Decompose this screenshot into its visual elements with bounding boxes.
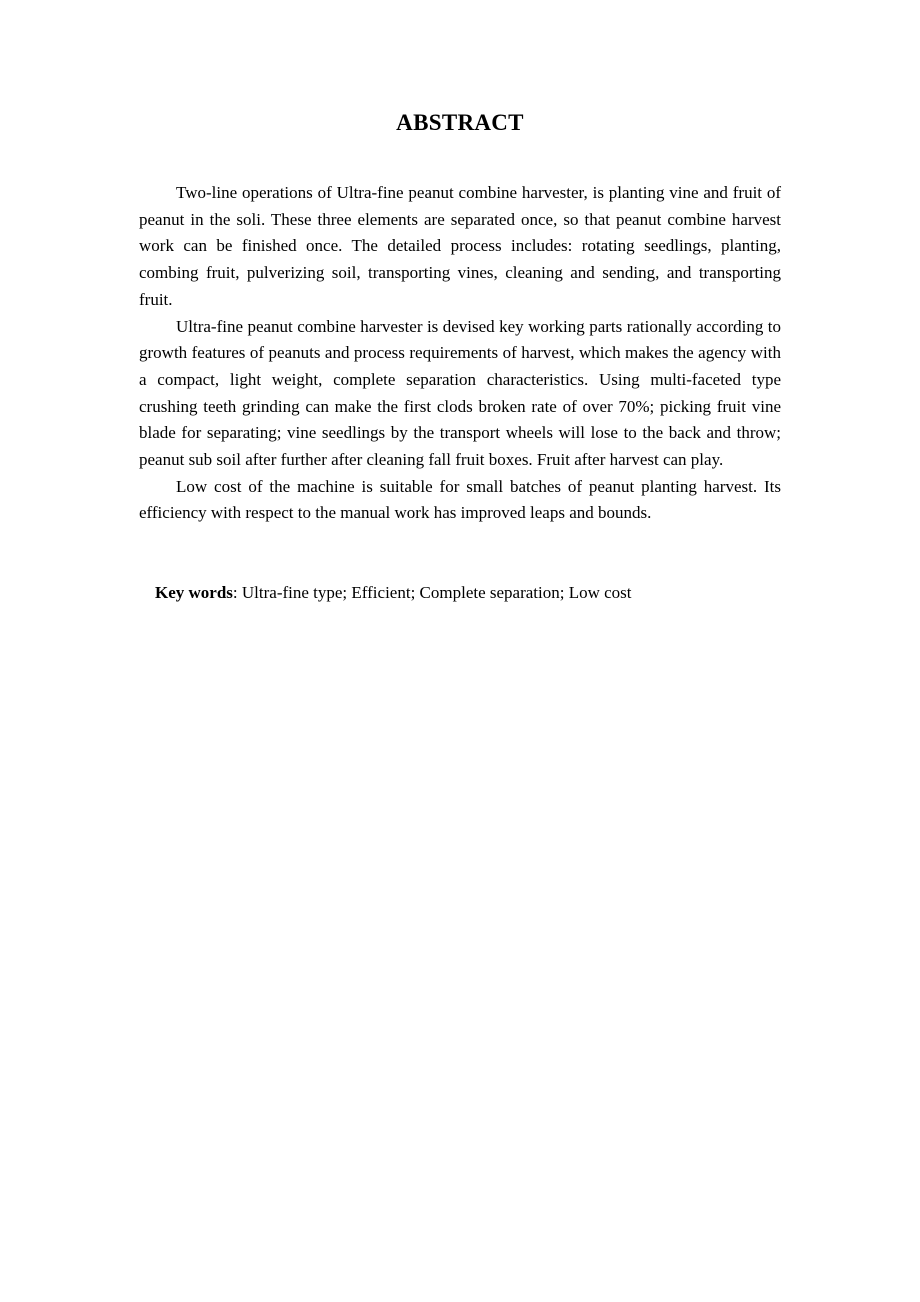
abstract-paragraph-1: Two-line operations of Ultra-fine peanut combine harvester, is planting vine and fruit of peanut in the soli. These three elements are separated once, so that peanut combine harvest work can be finished once. The detailed process includes: rotating seedlings, planting, combing fruit, pulverizing soil, transporting vines, cleaning and sending, and transporting fruit. — [139, 183, 781, 309]
abstract-paragraph-3: Low cost of the machine is suitable for small batches of peanut planting harvest. Its efficiency with respect to the manual work has improved leaps and bounds. — [139, 476, 781, 523]
abstract-body — [139, 180, 781, 527]
abstract-paragraph-2: Ultra-fine peanut combine harvester is devised key working parts rationally according to growth features of peanuts and process requirements of harvest, which makes the agency with a compact, light weight, complete separation characteristics. Using multi-faceted type crushing teeth grinding can make the first clods broken rate of over 70%; picking fruit vine blade for separating; vine seedlings by the transport wheels will lose to the back and throw; peanut sub soil after further after cleaning fall fruit boxes. Fruit after harvest can play. — [139, 316, 781, 470]
keywords-line — [155, 580, 795, 607]
abstract-title: ABSTRACT — [396, 110, 524, 135]
keywords-label: Key words — [155, 583, 233, 602]
keywords-text: : Ultra-fine type; Efficient; Complete separation; Low cost — [232, 583, 632, 602]
